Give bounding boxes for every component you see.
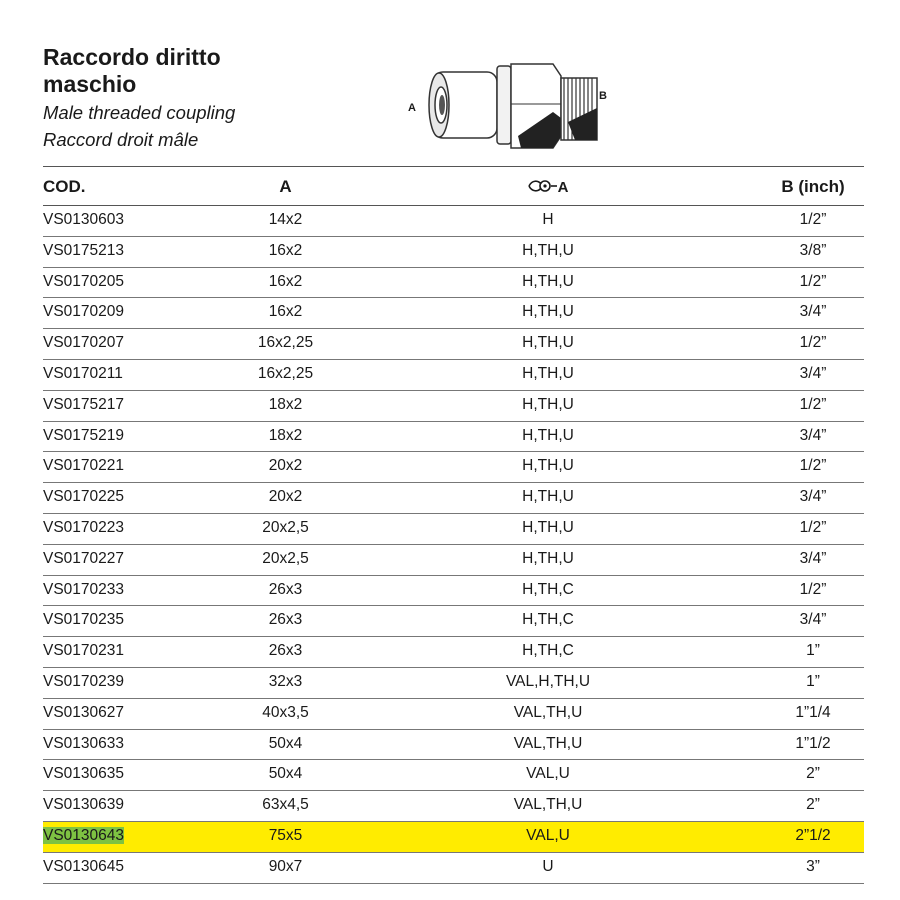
cell-code-text: VS0170225 [43, 488, 125, 506]
cell-thread-b: 1/2” [799, 457, 827, 475]
cell-code [43, 457, 124, 475]
cell-code-text: VS0175213 [43, 241, 125, 259]
pipe-material-icon [528, 178, 558, 194]
cell-code [43, 273, 124, 291]
cell-code-text: VS0130633 [43, 734, 125, 752]
cell-code-text: VS0170205 [43, 272, 125, 290]
table-row [43, 391, 864, 422]
table-row [43, 360, 864, 391]
table-row [43, 730, 864, 761]
cell-code-text: VS0130603 [43, 211, 125, 228]
cell-code-text: VS0170235 [43, 611, 125, 629]
cell-thread-b: 1” [806, 642, 820, 660]
table-row [43, 206, 864, 237]
column-header-b: B (inch) [781, 177, 845, 196]
cell-thread-b: 1/2” [799, 395, 827, 413]
cell-dimension-a: 16x2 [268, 272, 303, 290]
table-row [43, 699, 864, 730]
material-suffix: A [557, 179, 569, 196]
cell-thread-b: 3/4” [799, 364, 827, 382]
cell-code-text: VS0170233 [43, 580, 125, 598]
cell-thread-b: 2”1/2 [795, 826, 831, 844]
table-body [43, 206, 864, 884]
cell-code [43, 796, 124, 814]
cell-dimension-a: 26x3 [268, 580, 303, 598]
cell-thread-b: 1/2” [799, 272, 827, 290]
cell-dimension-a: 16x2,25 [257, 364, 314, 382]
cell-dimension-a: 63x4,5 [262, 796, 309, 814]
title-line-2: maschio [43, 71, 137, 97]
cell-material: H,TH,U [522, 395, 574, 413]
cell-dimension-a: 20x2 [268, 457, 303, 475]
cell-code-text: VS0170209 [43, 303, 125, 321]
table-row [43, 791, 864, 822]
cell-material: H [542, 211, 554, 228]
cell-code-text: VS0170211 [43, 364, 123, 382]
cell-code-text: VS0170223 [43, 518, 125, 536]
cell-dimension-a: 20x2,5 [262, 549, 309, 567]
cell-code-text: VS0170227 [43, 549, 125, 567]
cell-material: VAL,TH,U [513, 796, 583, 814]
product-header [43, 44, 863, 164]
cell-thread-b: 1”1/4 [795, 703, 831, 721]
cell-code-text: VS0175217 [43, 395, 125, 413]
table-row [43, 853, 864, 884]
subtitle-french: Raccord droit mâle [43, 129, 199, 150]
cell-code [43, 488, 124, 506]
cell-material: H,TH,C [522, 642, 574, 660]
cell-dimension-a: 16x2 [268, 241, 303, 259]
cell-material: H,TH,C [522, 611, 574, 629]
cell-thread-b: 3/4” [799, 549, 827, 567]
cell-thread-b: 3” [806, 857, 820, 875]
table-row [43, 268, 864, 299]
cell-code [43, 334, 124, 352]
cell-material: H,TH,C [522, 580, 574, 598]
cell-dimension-a: 16x2,25 [257, 334, 314, 352]
cell-material: H,TH,U [522, 457, 574, 475]
table-row [43, 822, 864, 853]
cell-thread-b: 1/2” [799, 518, 827, 536]
cell-dimension-a: 75x5 [268, 826, 303, 844]
cell-material: H,TH,U [522, 303, 574, 321]
cell-code-text: VS0170239 [43, 672, 125, 690]
cell-dimension-a: 16x2 [268, 303, 303, 321]
cell-thread-b: 1”1/2 [795, 734, 831, 752]
cell-thread-b: 3/8” [799, 241, 827, 259]
cell-code [43, 827, 124, 845]
column-header-a: A [279, 177, 292, 196]
cell-code [43, 858, 124, 876]
cell-code [43, 704, 124, 722]
cell-code [43, 396, 124, 414]
cell-thread-b: 1/2” [799, 334, 827, 352]
cell-thread-b: 1/2” [799, 211, 827, 228]
cell-code [43, 519, 124, 537]
cell-thread-b: 3/4” [799, 426, 827, 444]
cell-dimension-a: 20x2,5 [262, 518, 309, 536]
cell-thread-b: 3/4” [799, 303, 827, 321]
cell-code-text: VS0170221 [43, 457, 125, 475]
title-line-1: Raccordo diritto [43, 44, 221, 70]
cell-material: VAL,U [526, 765, 570, 783]
cell-code [43, 642, 124, 660]
table-row [43, 606, 864, 637]
cell-code-text: VS0130627 [43, 703, 125, 721]
cell-material: H,TH,U [522, 272, 574, 290]
subtitle-english: Male threaded coupling [43, 102, 236, 123]
cell-code [43, 611, 124, 629]
column-header-material [448, 177, 648, 197]
cell-code-text: VS0170207 [43, 334, 125, 352]
cell-code [43, 211, 124, 229]
cell-code [43, 735, 124, 753]
cell-dimension-a: 90x7 [268, 857, 303, 875]
cell-code [43, 581, 124, 599]
threaded-coupling-illustration [403, 48, 663, 158]
cell-code [43, 303, 124, 321]
table-row [43, 329, 864, 360]
dimension-label-b: B [599, 90, 607, 102]
cell-material: VAL,U [526, 826, 570, 844]
cell-material: H,TH,U [522, 488, 574, 506]
table-row [43, 452, 864, 483]
cell-material: U [542, 857, 554, 875]
table-header [43, 166, 864, 206]
cell-material: H,TH,U [522, 241, 574, 259]
cell-code [43, 550, 124, 568]
table-row [43, 637, 864, 668]
cell-dimension-a: 18x2 [268, 395, 303, 413]
coupling-icon [403, 48, 663, 158]
cell-thread-b: 3/4” [799, 611, 827, 629]
cell-thread-b: 2” [806, 796, 820, 814]
cell-material: VAL,TH,U [513, 703, 583, 721]
cell-dimension-a: 40x3,5 [262, 703, 309, 721]
column-header-cod: COD. [43, 177, 86, 196]
product-title [43, 44, 303, 98]
cell-code [43, 673, 124, 691]
product-table [43, 166, 864, 884]
table-row [43, 576, 864, 607]
table-row [43, 545, 864, 576]
table-row [43, 422, 864, 453]
cell-dimension-a: 50x4 [268, 734, 303, 752]
cell-code [43, 427, 124, 445]
cell-dimension-a: 20x2 [268, 488, 303, 506]
cell-material: H,TH,U [522, 518, 574, 536]
cell-code-text: VS0130635 [43, 765, 125, 783]
cell-code-text: VS0130643 [43, 826, 125, 844]
cell-dimension-a: 18x2 [268, 426, 303, 444]
cell-material: H,TH,U [522, 426, 574, 444]
cell-code-text: VS0175219 [43, 426, 125, 444]
cell-dimension-a: 26x3 [268, 642, 303, 660]
cell-thread-b: 1/2” [799, 580, 827, 598]
cell-material: H,TH,U [522, 364, 574, 382]
cell-dimension-a: 14x2 [268, 211, 303, 228]
cell-thread-b: 2” [806, 765, 820, 783]
cell-code-text: VS0130645 [43, 857, 125, 875]
cell-material: H,TH,U [522, 549, 574, 567]
cell-code [43, 765, 124, 783]
cell-dimension-a: 50x4 [268, 765, 303, 783]
table-row [43, 298, 864, 329]
cell-code-text: VS0170231 [43, 642, 125, 660]
table-row [43, 483, 864, 514]
cell-thread-b: 3/4” [799, 488, 827, 506]
cell-material: VAL,TH,U [513, 734, 583, 752]
cell-dimension-a: 26x3 [268, 611, 303, 629]
cell-material: VAL,H,TH,U [505, 672, 591, 690]
table-row [43, 760, 864, 791]
cell-code [43, 242, 124, 260]
cell-thread-b: 1” [806, 672, 820, 690]
table-row [43, 237, 864, 268]
cell-code-text: VS0130639 [43, 796, 125, 814]
cell-dimension-a: 32x3 [268, 672, 303, 690]
table-row [43, 668, 864, 699]
dimension-label-a: A [408, 102, 416, 114]
cell-material: H,TH,U [522, 334, 574, 352]
table-row [43, 514, 864, 545]
cell-code [43, 365, 123, 383]
